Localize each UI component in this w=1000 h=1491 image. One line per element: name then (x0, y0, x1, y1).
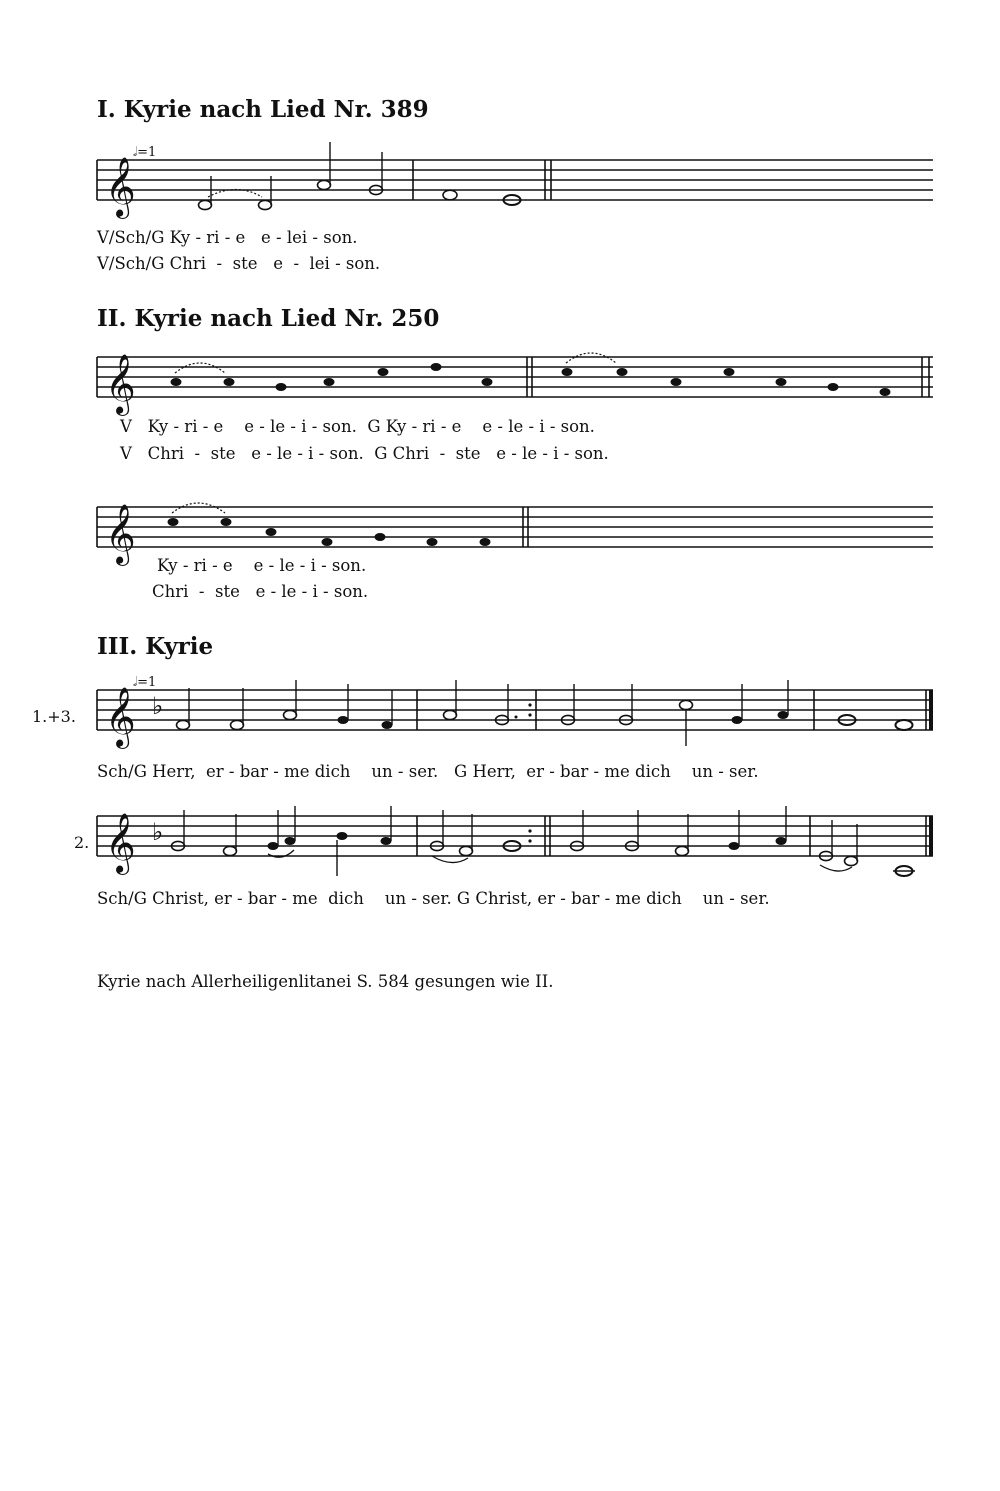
treble-clef-icon: 𝄞 (105, 687, 136, 747)
section-3-heading: III. Kyrie (97, 633, 214, 660)
lyrics-line: V Ky - ri - e e - le - i - son. G Ky - ri - e e - le - i - son. (120, 417, 595, 436)
lyrics-line: Sch/G Herr, er - bar - me dich un - ser. G Herr, er - bar - me dich un - ser. (97, 762, 759, 781)
section-2-heading: II. Kyrie nach Lied Nr. 250 (97, 305, 440, 332)
staff-lines (97, 160, 933, 200)
treble-clef-icon: 𝄞 (105, 813, 136, 873)
staff-lines (97, 357, 933, 397)
section-1-heading: I. Kyrie nach Lied Nr. 389 (97, 96, 429, 123)
treble-clef-icon: 𝄞 (105, 354, 136, 414)
verse-label: 2. (74, 833, 90, 852)
tempo-mark: 𝅗𝅥=1 (133, 675, 157, 690)
flat-icon: ♭ (152, 818, 164, 846)
staff-5 (0, 796, 1000, 886)
notes (171, 353, 930, 397)
lyrics-line: V/Sch/G Chri - ste e - lei - son. (97, 254, 381, 273)
staff-lines (97, 690, 933, 730)
treble-clef-icon: 𝄞 (105, 157, 136, 217)
lyrics-line: Chri - ste e - le - i - son. (152, 582, 369, 601)
treble-clef-icon: 𝄞 (105, 504, 136, 564)
notes (168, 503, 529, 547)
staff-3 (0, 487, 1000, 567)
staff-1 (0, 140, 1000, 220)
lyrics-line: V/Sch/G Ky - ri - e e - lei - son. (97, 228, 358, 247)
lyrics-line: Ky - ri - e e - le - i - son. (157, 556, 367, 575)
verse-label: 1.+3. (32, 707, 76, 726)
staff-2 (0, 337, 1000, 417)
tempo-mark: 𝅗𝅥=1 (133, 145, 157, 160)
flat-icon: ♭ (152, 692, 164, 720)
footnote: Kyrie nach Allerheiligenlitanei S. 584 gesungen wie II. (97, 972, 554, 991)
lyrics-line: Sch/G Christ, er - bar - me dich un - ser. G Christ, er - bar - me dich un - ser. (97, 889, 770, 908)
staff-lines (97, 507, 933, 547)
lyrics-line: V Chri - ste e - le - i - son. G Chri - ste e - le - i - son. (120, 444, 609, 463)
staff-4 (0, 670, 1000, 760)
